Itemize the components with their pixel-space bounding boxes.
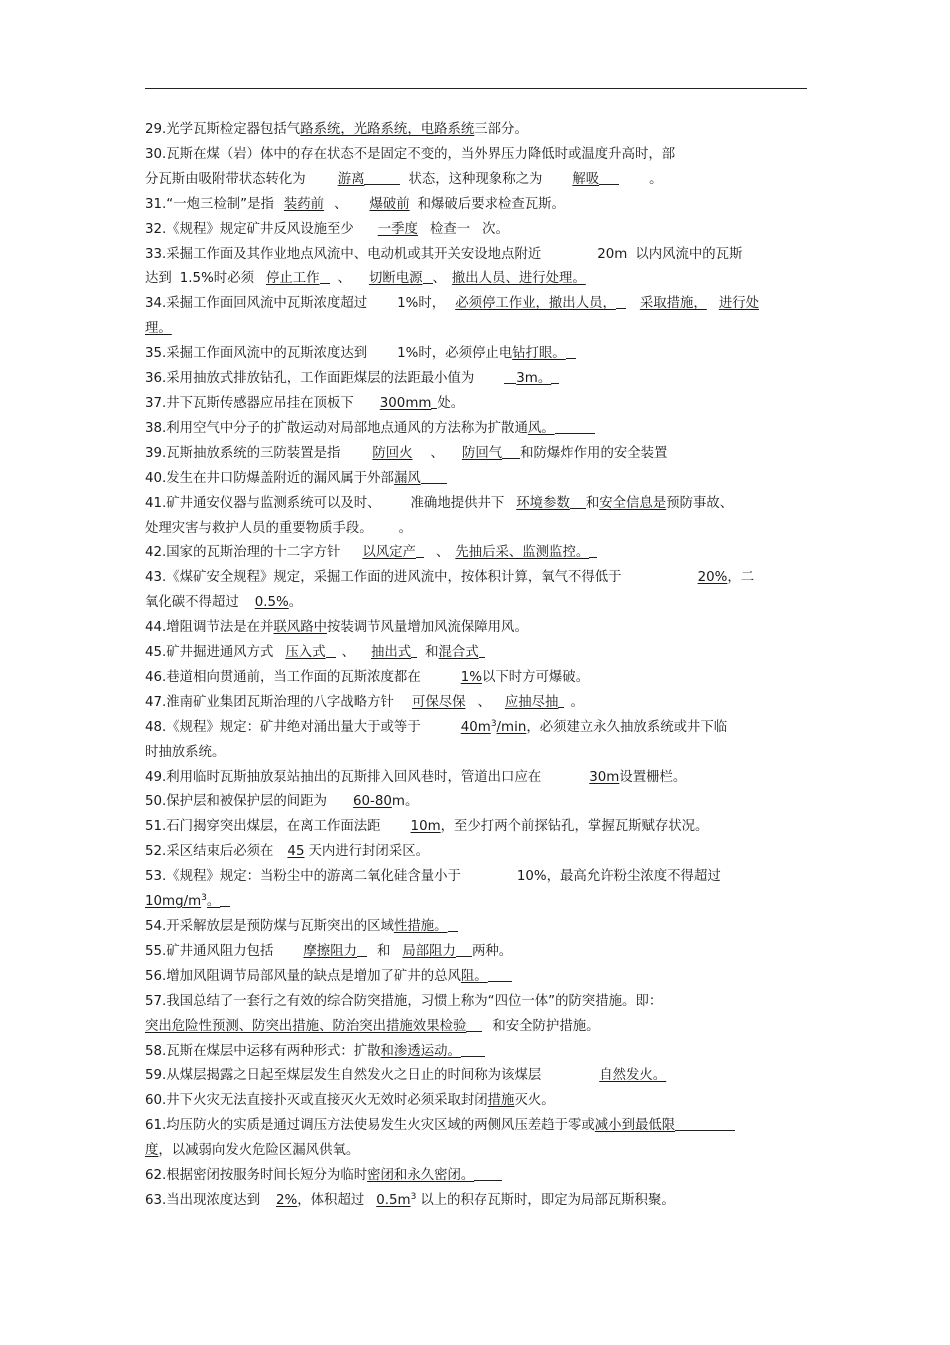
question-33: 33.采掘工作面及其作业地点风流中、电动机或其开关安设地点附近 20m 以内风流中的瓦斯 [145, 246, 743, 262]
question-30: 30.瓦斯在煤（岩）体中的存在状态不是固定不变的，当外界压力降低时或温度升高时，部 [145, 146, 676, 162]
question-list [145, 118, 807, 1214]
question-39: 39.瓦斯抽放系统的三防装置是指 防回火 、 防回气 和防爆炸作用的安全装置 [145, 445, 668, 461]
question-40: 40.发生在井口防爆盖附近的漏风属于外部漏风 [145, 467, 807, 492]
question-60: 60.井下火灾无法直接扑灭或直接灭火无效时必须采取封闭措施灭火。 [145, 1093, 555, 1109]
question-41-line2: 处理灾害与救护人员的重要物质手段。 。 [145, 520, 413, 536]
question-43: 43.《煤矿安全规程》规定，采掘工作面的进风流中，按体积计算，氧气不得低于 20%，二 [145, 570, 755, 586]
question-58: 58.瓦斯在煤层中运移有两种形式：扩散和渗透运动。 [145, 1040, 807, 1065]
question-45: 45.矿井掘进通风方式 压入式 、 抽出式 和混合式 [145, 641, 807, 666]
question-50: 50.保护层和被保护层的间距为 60-80m。 [145, 794, 419, 810]
question-38: 38.利用空气中分子的扩散运动对局部地点通风的方法称为扩散通风。 [145, 417, 807, 442]
question-51: 51.石门揭穿突出煤层，在离工作面法距 10m，至少打两个前探钻孔，掌握瓦斯赋存状况。 [145, 819, 709, 835]
question-57-line2: 突出危险性预测、防突出措施、防治突出措施效果检验 和安全防护措施。 [145, 1018, 600, 1034]
header-rule [145, 88, 807, 89]
question-57: 57.我国总结了一套行之有效的综合防突措施，习惯上称为“四位一体”的防突措施。即： [145, 993, 663, 1009]
question-36: 36.采用抽放式排放钻孔，工作面距煤层的法距最小值为 3m。 [145, 367, 807, 392]
question-62: 62.根据密闭按服务时间长短分为临时密闭和永久密闭。 [145, 1164, 807, 1189]
question-42: 42.国家的瓦斯治理的十二字方针 以风定产 、 先抽后采、监测监控。 [145, 541, 807, 566]
question-31: 31.“一炮三检制”是指 装药前 、 爆破前 和爆破后要求检查瓦斯。 [145, 196, 565, 212]
question-30-line2: 分瓦斯由吸附带状态转化为 游离 状态，这种现象称之为 解吸 。 [145, 171, 663, 187]
question-33-line2: 达到 1.5%时必须 停止工作 、 切断电源 、 撤出人员、进行处理。 [145, 271, 586, 287]
question-48: 48.《规程》规定：矿井绝对涌出量大于或等于 $40m^3/\min$，必须建立永久抽放系统或井下临 [145, 718, 728, 735]
question-55: 55.矿井通风阻力包括 摩擦阻力 和 局部阻力 两种。 [145, 943, 513, 959]
question-37: 37.井下瓦斯传感器应吊挂在顶板下 300mm 处。 [145, 395, 465, 411]
question-52: 52.采区结束后必须在 45 天内进行封闭采区。 [145, 844, 429, 860]
question-32: 32.《规程》规定矿井反风设施至少 一季度 检查一 次。 [145, 221, 509, 237]
question-59: 59.从煤层揭露之日起至煤层发生自然发火之日止的时间称为该煤层 自然发火。 [145, 1068, 667, 1084]
question-47: 47.淮南矿业集团瓦斯治理的八字战略方针 可保尽保 、 应抽尽抽 。 [145, 694, 584, 710]
question-53-line2: $10mg/m^3$。 [145, 890, 807, 915]
question-53: 53.《规程》规定：当粉尘中的游离二氧化硅含量小于 10%，最高允许粉尘浓度不得超过 [145, 869, 721, 885]
question-35: 35.采掘工作面风流中的瓦斯浓度达到 1%时，必须停止电钻打眼。 [145, 342, 807, 367]
question-63: 63.当出现浓度达到 2%，体积超过 $0.5m^3$ 以上的积存瓦斯时，即定为局部瓦斯积聚。 [145, 1191, 675, 1208]
question-41: 41.矿井通安仪器与监测系统可以及时、 准确地提供井下 环境参数 和安全信息是预防事故、 [145, 495, 734, 511]
question-44: 44.增阻调节法是在并联风路中按装调节风量增加风流保障用风。 [145, 620, 528, 636]
question-54: 54.开采解放层是预防煤与瓦斯突出的区域性措施。 [145, 915, 807, 940]
question-29: 29.光学瓦斯检定器包括气路系统，光路系统，电路系统三部分。 [145, 122, 528, 137]
question-48-line2: 时抽放系统。 [145, 744, 226, 760]
question-34: 34.采掘工作面回风流中瓦斯浓度超过 1%时， 必须停工作业，撤出人员， 采取措施， 进行处 [145, 296, 759, 312]
question-49: 49.利用临时瓦斯抽放泵站抽出的瓦斯排入回风巷时，管道出口应在 30m设置栅栏。 [145, 769, 687, 785]
question-56: 56.增加风阻调节局部风量的缺点是增加了矿井的总风阻。 [145, 965, 807, 990]
question-61-line2: 度，以减弱向发火危险区漏风供氧。 [145, 1143, 360, 1159]
question-34-line2: 理。 [145, 321, 172, 337]
question-46: 46.巷道相向贯通前，当工作面的瓦斯浓度都在 1%以下时方可爆破。 [145, 669, 590, 685]
question-43-line2: 氧化碳不得超过 0.5%。 [145, 595, 303, 611]
question-61: 61.均压防火的实质是通过调压方法使易发生火灾区域的两侧风压差趋于零或减小到最低限 [145, 1114, 807, 1139]
